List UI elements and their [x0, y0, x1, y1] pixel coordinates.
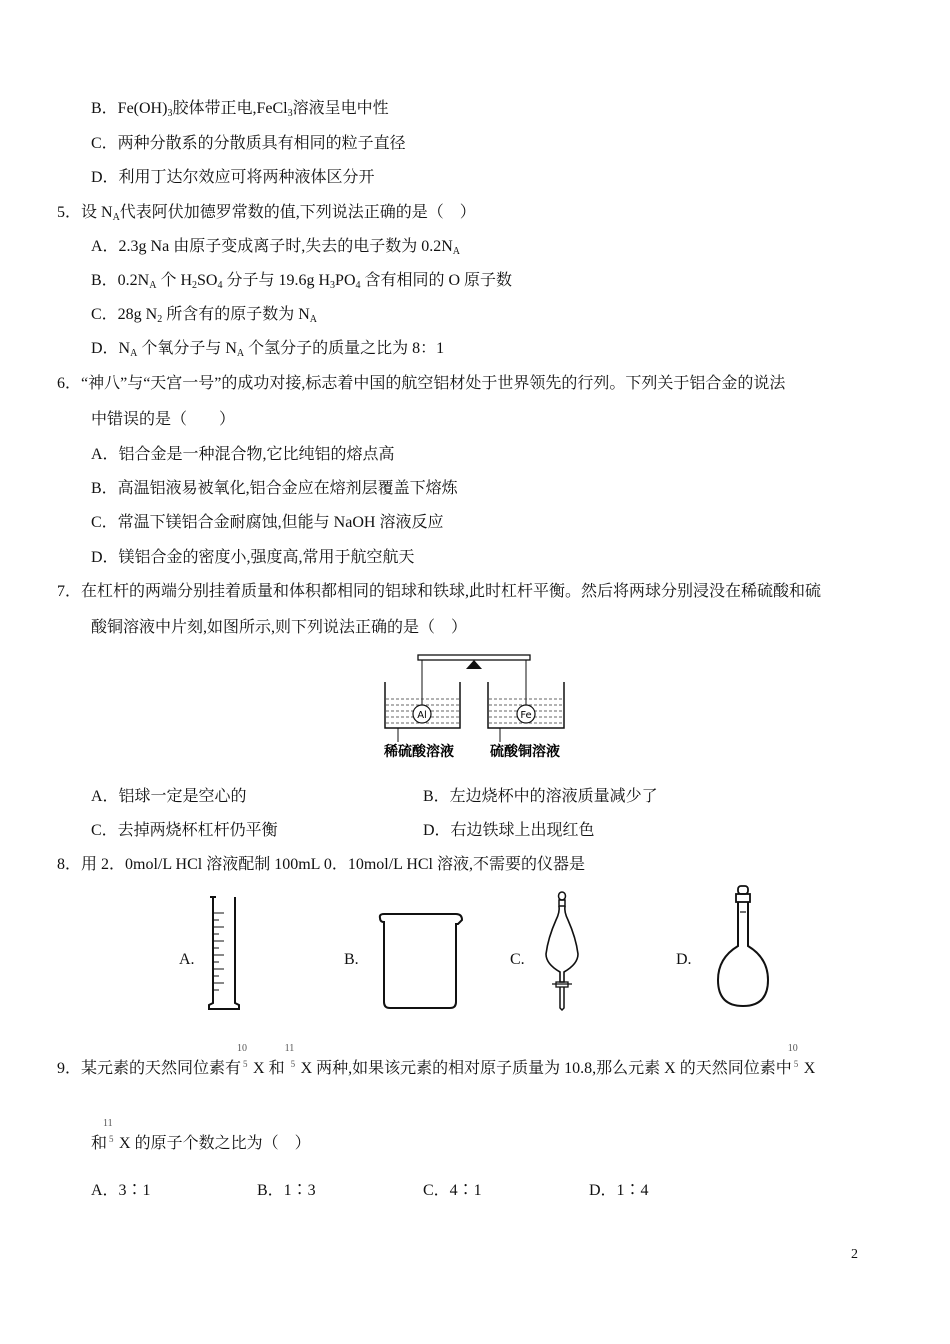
q6-option-c: C．常温下镁铝合金耐腐蚀,但能与 NaOH 溶液反应	[91, 514, 444, 531]
q9-option-a: A．3∶1	[91, 1182, 151, 1199]
q6-stem-line1: 6．“神八”与“天宫一号”的成功对接,标志着中国的航空铝材处于世界领先的行列。下列关于铝合金的说法	[57, 375, 786, 392]
isotope-10x: 10 5	[237, 1043, 248, 1069]
q9-option-d: D．1∶4	[589, 1182, 649, 1199]
volumetric-flask-icon	[714, 884, 772, 1012]
q5-option-b: B．$0.2N_A$ 个 $H_2SO_4$ 分子与 19.6g $H_3PO_4$ 含有相同的 O 原子数	[91, 272, 513, 291]
q8-label-d: D.	[676, 951, 692, 968]
aluminum-ball-label: Al	[417, 710, 427, 721]
q7-stem-line2: 酸铜溶液中片刻,如图所示,则下列说法正确的是（ ）	[91, 619, 468, 636]
q6-option-d: D．镁铝合金的密度小,强度高,常用于航空航天	[91, 549, 415, 566]
q8-stem: 8．用 2．0mol/L HCl 溶液配制 100mL 0．10mol/L HCl 溶液,不需要的仪器是	[57, 856, 586, 873]
right-solution-label: 硫酸铜溶液	[490, 744, 560, 760]
left-solution-label: 稀硫酸溶液	[384, 744, 454, 760]
q7-option-b: B．左边烧杯中的溶液质量减少了	[423, 788, 658, 805]
q9-option-c: C．4∶1	[423, 1182, 482, 1199]
q9-stem-line1: 9．某元素的天然同位素有 10 5 X 和 11 5 X 两种,如果该元素的相对原子质量为 10.8,那么元素 X 的天然同位素中 10 5 X	[57, 1043, 816, 1077]
q6-option-b: B．高温铝液易被氧化,铝合金应在熔剂层覆盖下熔炼	[91, 480, 458, 497]
q6-option-a: A．铝合金是一种混合物,它比纯铝的熔点高	[91, 446, 395, 463]
q7-option-c: C．去掉两烧杯杠杆仍平衡	[91, 822, 278, 839]
beaker-icon	[376, 910, 466, 1012]
isotope-11x-ref: 11 5	[103, 1118, 114, 1144]
q7-option-a: A．铝球一定是空心的	[91, 788, 247, 805]
graduated-cylinder-icon	[204, 893, 244, 1013]
q7-option-d: D．右边铁球上出现红色	[423, 822, 595, 839]
isotope-10x-ref: 10 5	[787, 1043, 799, 1069]
q5-option-d: D．$N_A$ 个氧分子与 $N_A$ 个氢分子的质量之比为 8：1	[91, 340, 445, 359]
q5-option-c: C．28g $N_2$ 所含有的原子数为 $N_A$	[91, 306, 318, 325]
lever-beaker-figure	[380, 652, 575, 762]
page-number: 2	[851, 1247, 858, 1262]
q4-option-c: C．两种分散系的分散质具有相同的粒子直径	[91, 135, 406, 152]
lever-beam	[418, 655, 530, 660]
q4-option-b: B．$Fe(OH)_3$胶体带正电,FeCl$_3$溶液呈电中性	[91, 100, 389, 119]
q9-stem-line2: 和 11 5 X 的原子个数之比为（ ）	[91, 1118, 311, 1152]
q5-stem: 5．设 $N_A$代表阿伏加德罗常数的值,下列说法正确的是（ ）	[57, 204, 476, 223]
q8-label-a: A.	[179, 951, 195, 968]
q4-option-d: D．利用丁达尔效应可将两种液体区分开	[91, 169, 375, 186]
iron-ball-label: Fe	[520, 710, 532, 721]
q8-label-b: B.	[344, 951, 359, 968]
separatory-funnel-icon	[540, 890, 584, 1012]
q8-label-c: C.	[510, 951, 525, 968]
isotope-11x: 11 5	[284, 1043, 296, 1069]
q6-stem-line2: 中错误的是（ ）	[91, 411, 236, 428]
fulcrum	[466, 660, 482, 669]
q9-option-b: B．1∶3	[257, 1182, 316, 1199]
q5-option-a: A．2.3g Na 由原子变成离子时,失去的电子数为 $0.2N_A$	[91, 238, 461, 257]
q7-stem-line1: 7．在杠杆的两端分别挂着质量和体积都相同的铝球和铁球,此时杠杆平衡。然后将两球分别浸没在稀硫酸和硫	[57, 583, 822, 600]
